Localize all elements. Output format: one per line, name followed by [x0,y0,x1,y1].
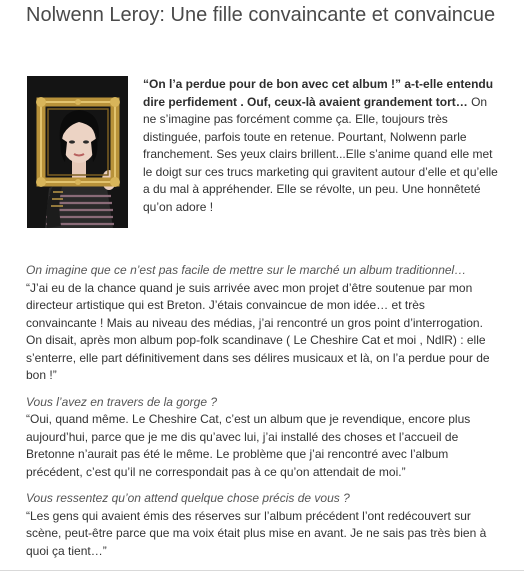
bottom-divider [0,570,524,571]
intro-lead-quote: “On l’a perdue pour de bon avec cet album !” a-t-elle entendu dire perfidement . Ouf, ceux-là avaient grandement tort… [143,77,494,109]
interview-body [26,262,494,569]
interview-question: Vous ressentez qu’on attend quelque chose précis de vous ? [26,491,350,505]
article-intro [143,76,498,216]
interview-question: On imagine que ce n’est pas facile de mettre sur le marché un album traditionnel… [26,263,467,277]
interview-answer: “J’ai eu de la chance quand je suis arrivée avec mon projet d’être soutenue par mon directeur artistique qui est Breton. J’étais convaincue de mon idée… et très convaincante ! Mais au niveau des médias, j’ai rencontré un gros point d’interrogation. On disait, après mon album pop-folk scandinave ( Le Cheshire Cat et moi , NdlR) : elle s’enterre, elle part définitivement dans ses délires musicaux et là, on l’a perdue pour de bon !” [26,280,490,382]
intro-text: On ne s’imagine pas forcément comme ça. Elle, toujours très distinguée, parfois toute en retenue. Pourtant, Nolwenn parle franchement. Ses yeux clairs brillent...Elle s’anime quand elle met le doigt sur ces trucs marketing qui gravitent autour d’elle et qu’elle a du mal à appréhender. Elle se révolte, un peu. Une honnêteté qu’on adore ! [143,94,498,214]
portrait-illustration [27,76,128,228]
interview-question: Vous l’avez en travers de la gorge ? [26,394,217,409]
interview-answer: “Les gens qui avaient émis des réserves sur l’album précédent l’ont redécouvert sur scène, peut-être parce que ma voix était plus mise en avant. Je ne sais pas très bien à quoi ça tient…” [26,508,487,558]
interview-answer: “Oui, quand même. Le Cheshire Cat, c’est un album que je revendique, encore plus aujourd’hui, parce que je me dis qu’avec lui, j’ai installé des choses et l’accueil de Bretonne n’aurait pas été le même. Le problème que j’ai rencontré avec l’album précédent, c’est qu’il ne correspondait pas à ce qu’on attendait de moi.” [26,412,471,479]
article-title: Nolwenn Leroy: Une fille convaincante et convaincue [26,4,496,26]
portrait-photo [27,76,128,228]
